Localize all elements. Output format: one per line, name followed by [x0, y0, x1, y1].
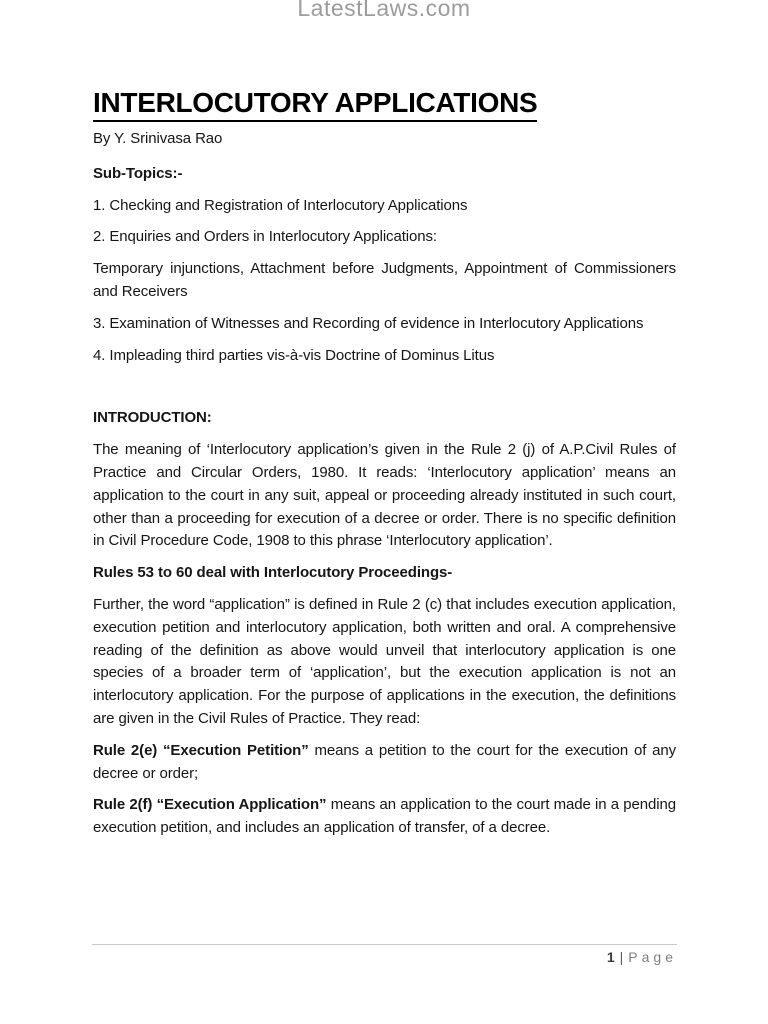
footer-page-label: Page [628, 949, 677, 965]
page-number: 1 [606, 949, 615, 965]
subtopic-item-4: 4. Impleading third parties vis-à-vis Doctrine of Dominus Litus [93, 346, 495, 364]
rule-2f-text: means an application to the court made in a pending execution petition, and includes an application of transfer, of a decree. [93, 796, 676, 837]
subtopics-heading: Sub-Topics:- [93, 164, 183, 182]
subtopic-item-3: 3. Examination of Witnesses and Recording of evidence in Interlocutory Applications [93, 314, 644, 332]
footer-separator: | [619, 949, 624, 965]
rule-2e-lead: Rule 2(e) “Execution Petition” [93, 741, 309, 759]
footer-page-indicator [92, 949, 677, 965]
document-content [93, 0, 676, 849]
rules-heading: Rules 53 to 60 deal with Interlocutory Proceedings- [93, 564, 453, 582]
watermark: LatestLaws.com [297, 0, 471, 21]
subtopic-item-2: 2. Enquiries and Orders in Interlocutory Applications: [93, 228, 437, 246]
page-footer [92, 944, 677, 965]
document-title [93, 86, 676, 120]
rule-2e-paragraph [93, 740, 676, 786]
introduction-heading: INTRODUCTION: [93, 409, 212, 427]
subtopic-2-detail: Temporary injunctions, Attachment before Judgments, Appointment of Commissioners and Receivers [93, 260, 676, 300]
rule-2f-lead: Rule 2(f) “Execution Application” [93, 796, 327, 814]
document-title-text: INTERLOCUTORY APPLICATIONS [93, 87, 537, 122]
rule-2f-paragraph [93, 794, 676, 840]
rule-2e-text: means a petition to the court for the execution of any decree or order; [93, 741, 676, 782]
subtopic-item-1: 1. Checking and Registration of Interlocutory Applications [93, 196, 468, 214]
footer-divider [92, 944, 677, 945]
definition-paragraph: Further, the word “application” is defined in Rule 2 (c) that includes execution application, execution petition and interlocutory application, both written and oral. A comprehensive reading of the definition as above would unveil that interlocutory application is one species of a broader term of ‘application’, but the execution application is not an interlocutory application. For the purpose of applications in the execution, the definitions are given in the Civil Rules of Practice. They read: [93, 595, 676, 727]
introduction-paragraph: The meaning of ‘Interlocutory application’s given in the Rule 2 (j) of A.P.Civil Rules of Practice and Circular Orders, 1980. It reads: ‘Interlocutory application’ means an application to the court in any suit, appeal or proceeding already instituted in such court, other than a proceeding for execution of a decree or order. There is no specific definition in Civil Procedure Code, 1908 to this phrase ‘Interlocutory application’. [93, 441, 676, 550]
byline: By Y. Srinivasa Rao [93, 130, 223, 147]
